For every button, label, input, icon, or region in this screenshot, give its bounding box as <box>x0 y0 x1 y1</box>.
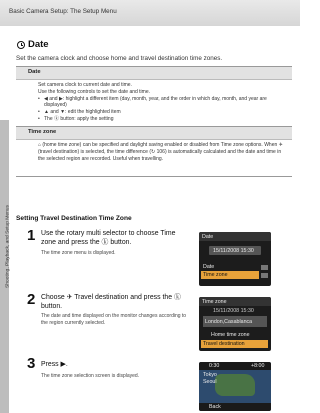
table-heading-timezone-label: Time zone <box>28 129 57 135</box>
date-bullet-1: • ◀ and ▶: highlight a different item (day, month, year, and the order in which day, month, and year are displayed) <box>38 96 288 110</box>
step-1-title: Use the rotary multi selector to choose Time zone and press the ⓚ button. <box>41 230 176 246</box>
screen-2-zone: London,Casablanca <box>205 318 253 325</box>
screen-3-city-1: Tokyo <box>203 372 217 378</box>
camera-screen-date <box>199 232 271 286</box>
side-tab-label: Shooting, Playback, and Setup Menus <box>5 205 11 288</box>
table-heading-timezone <box>16 126 292 140</box>
screen-1-title: Date <box>202 233 214 240</box>
step-3-title: Press ▶. <box>41 361 68 368</box>
date-line-1: Set camera clock to current date and time. <box>38 82 132 88</box>
clock-icon <box>17 41 25 49</box>
table-bottom-rule <box>16 176 292 177</box>
screen-2-date: 15/11/2008 15:30 <box>213 307 254 314</box>
screen-2-title: Time zone <box>202 298 227 305</box>
map-landmass <box>215 374 255 396</box>
header-title: Basic Camera Setup: The Setup Menu <box>9 8 117 15</box>
screen-3-back: Back <box>209 404 221 410</box>
date-bullet-3: • The ⓚ button: apply the setting <box>38 116 288 123</box>
date-bullet-2: • ▲ and ▼: edit the highlighted item <box>38 109 288 116</box>
screen-1-scroll-icon <box>261 265 268 270</box>
screen-1-item-date: Date <box>203 264 215 270</box>
step-2-title: Choose ✈ Travel destination and press the ⓚ button. <box>41 294 181 310</box>
step-2-desc: The date and time displayed on the monitor changes according to the region currently selected. <box>41 313 187 326</box>
screen-3-time-right: +8:00 <box>251 363 265 369</box>
screen-1-ok-icon <box>261 273 268 278</box>
page-title: Date <box>28 38 49 50</box>
subsection-title: Setting Travel Destination Time Zone <box>16 215 132 222</box>
date-line-2: Use the following controls to set the date and time. <box>38 88 151 95</box>
table-heading-date <box>16 66 292 80</box>
screen-2-home: Home time zone <box>211 332 250 338</box>
screen-3-city-2: Seoul <box>203 379 217 385</box>
table-body-timezone: ⌂ (home time zone) can be specified and daylight saving enabled or disabled from Time zone options. When ✈ (travel destination) is selected, the time difference (↻ 106) is automatically calculated and the date and time in the selected region are recorded. Useful when travelling. <box>38 142 283 162</box>
step-3-desc: The time zone selection screen is displayed. <box>41 373 140 379</box>
step-1-number: 1 <box>27 227 36 244</box>
camera-screen-world-map <box>199 362 271 411</box>
intro-text: Set the camera clock and choose home and travel destination time zones. <box>16 55 223 62</box>
table-heading-date-label: Date <box>28 69 41 75</box>
step-3-number: 3 <box>27 355 36 372</box>
screen-3-time-left: 0:30 <box>209 363 220 369</box>
step-1-desc: The time zone menu is displayed. <box>41 250 116 256</box>
screen-1-date: 15/11/2008 15:30 <box>213 247 254 254</box>
table-body-date <box>38 82 288 123</box>
camera-screen-timezone <box>199 297 271 351</box>
screen-2-travel: Travel destination <box>203 341 245 347</box>
screen-1-item-timezone: Time zone <box>203 272 228 278</box>
step-2-number: 2 <box>27 291 36 308</box>
